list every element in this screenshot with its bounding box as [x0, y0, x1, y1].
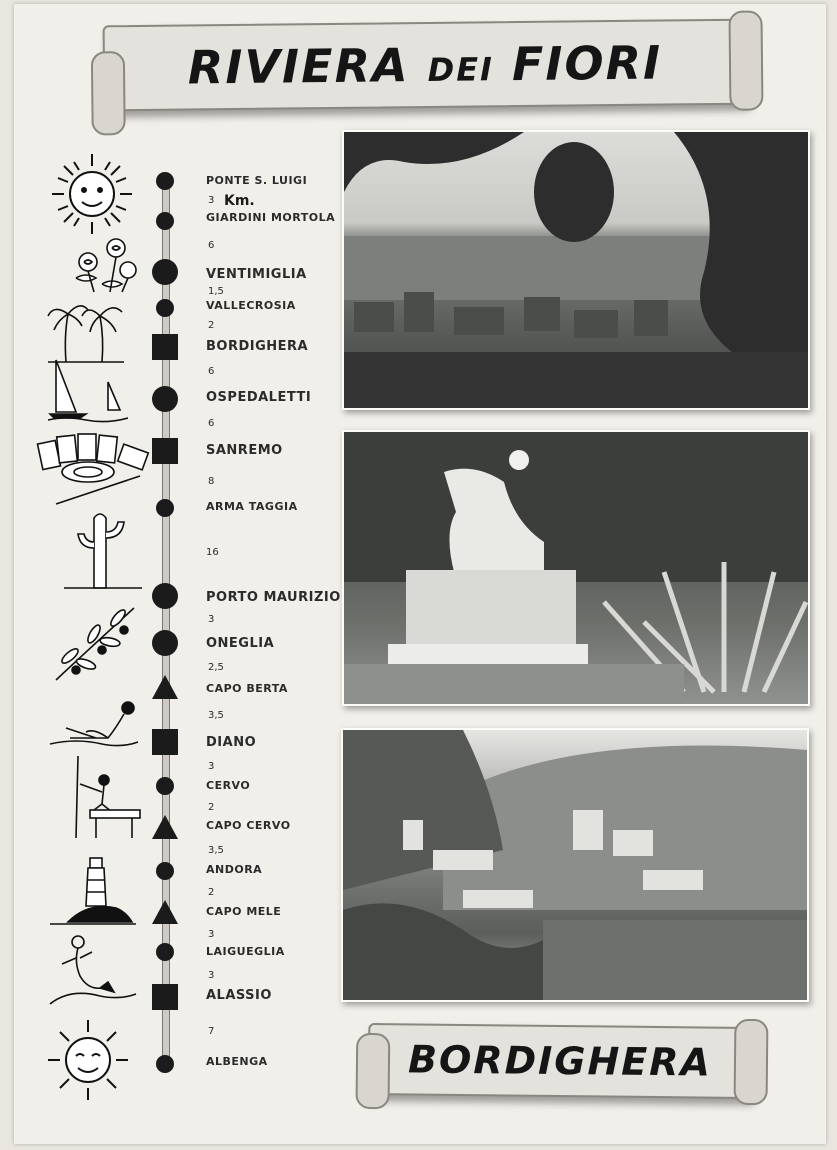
- distance-label: 2: [208, 802, 215, 813]
- title-banner: [103, 19, 748, 112]
- distance-label: 3: [208, 929, 215, 940]
- stop-label: PORTO MAURIZIO: [206, 590, 341, 605]
- location-banner: [368, 1023, 753, 1099]
- distance-label: 6: [208, 240, 215, 251]
- stop-marker-circle: [156, 1055, 174, 1073]
- stop-label: DIANO: [206, 735, 257, 750]
- coast-photo: [341, 728, 809, 1002]
- stop-marker-triangle: [152, 815, 178, 839]
- distance-label: 2: [208, 320, 215, 331]
- page-title: [188, 36, 663, 95]
- scroll-roll-right: [734, 1019, 769, 1105]
- distance-label: 3,5: [208, 710, 224, 721]
- distance-label: 1,5: [208, 286, 224, 297]
- distance-label: 16: [206, 547, 219, 558]
- distance-label: 3,5: [208, 845, 224, 856]
- roses-icon: [66, 234, 146, 296]
- distance-label: 6: [208, 366, 215, 377]
- stop-marker-circle: [152, 630, 178, 656]
- scroll-roll-right: [728, 10, 763, 110]
- stop-marker-circle: [152, 583, 178, 609]
- stop-label: VALLECROSIA: [206, 299, 296, 312]
- distance-label: 3: [208, 761, 215, 772]
- stop-marker-circle: [156, 212, 174, 230]
- stop-marker-circle: [156, 499, 174, 517]
- distance-label: 2: [208, 887, 215, 898]
- stop-label: OSPEDALETTI: [206, 390, 312, 405]
- stop-marker-circle: [156, 172, 174, 190]
- stop-label: ANDORA: [206, 863, 263, 876]
- mermaid-icon: [40, 932, 140, 1012]
- casino-cards-icon: [36, 426, 154, 510]
- stop-marker-triangle: [152, 900, 178, 924]
- stop-label: SANREMO: [206, 443, 283, 458]
- distance-label: 3: [208, 970, 215, 981]
- stop-marker-circle: [156, 299, 174, 317]
- stop-label: ALASSIO: [206, 988, 272, 1003]
- town-view-photo: [342, 130, 810, 410]
- stop-marker-square: [152, 729, 178, 755]
- sun-face-icon: [40, 1016, 136, 1104]
- stop-label: CERVO: [206, 779, 251, 792]
- km-unit-label: Km.: [224, 193, 255, 209]
- title-word-1: RIVIERA: [187, 38, 410, 95]
- title-word-3: FIORI: [511, 35, 663, 92]
- sunbather-icon: [46, 698, 142, 752]
- distance-label: 7: [208, 1026, 215, 1037]
- sailboat-icon: [46, 354, 130, 424]
- stop-marker-circle: [156, 777, 174, 795]
- stop-label: PONTE S. LUIGI: [206, 174, 308, 187]
- distance-label: 8: [208, 476, 215, 487]
- location-title: BORDIGHERA: [407, 1037, 713, 1085]
- stop-label: BORDIGHERA: [206, 339, 309, 354]
- stop-marker-square: [152, 438, 178, 464]
- lighthouse-icon: [48, 846, 138, 930]
- stop-marker-circle: [152, 259, 178, 285]
- distance-label: 3: [208, 614, 215, 625]
- cactus-icon: [60, 504, 146, 592]
- stop-label: ONEGLIA: [206, 636, 275, 651]
- stop-label: ARMA TAGGIA: [206, 500, 298, 513]
- distance-label: 3: [208, 195, 215, 206]
- stop-marker-square: [152, 334, 178, 360]
- stop-marker-circle: [156, 862, 174, 880]
- olive-branch-icon: [48, 600, 142, 690]
- stop-label: VENTIMIGLIA: [206, 267, 307, 282]
- stop-marker-triangle: [152, 675, 178, 699]
- distance-label: 6: [208, 418, 215, 429]
- fisherman-icon: [64, 752, 150, 842]
- stop-marker-circle: [152, 386, 178, 412]
- statue-garden-photo: [342, 430, 810, 706]
- stop-marker-circle: [156, 943, 174, 961]
- stop-marker-square: [152, 984, 178, 1010]
- stop-label: CAPO BERTA: [206, 682, 288, 695]
- stop-label: LAIGUEGLIA: [206, 945, 285, 958]
- stop-label: ALBENGA: [206, 1055, 268, 1068]
- stop-label: CAPO MELE: [206, 905, 282, 918]
- stop-label: GIARDINI MORTOLA: [206, 211, 336, 224]
- scroll-roll-left: [355, 1033, 390, 1109]
- title-word-2: DEI: [427, 50, 495, 89]
- stop-label: CAPO CERVO: [206, 819, 291, 832]
- distance-label: 2,5: [208, 662, 224, 673]
- sun-face-icon: [44, 150, 140, 238]
- scroll-roll-left: [91, 51, 126, 135]
